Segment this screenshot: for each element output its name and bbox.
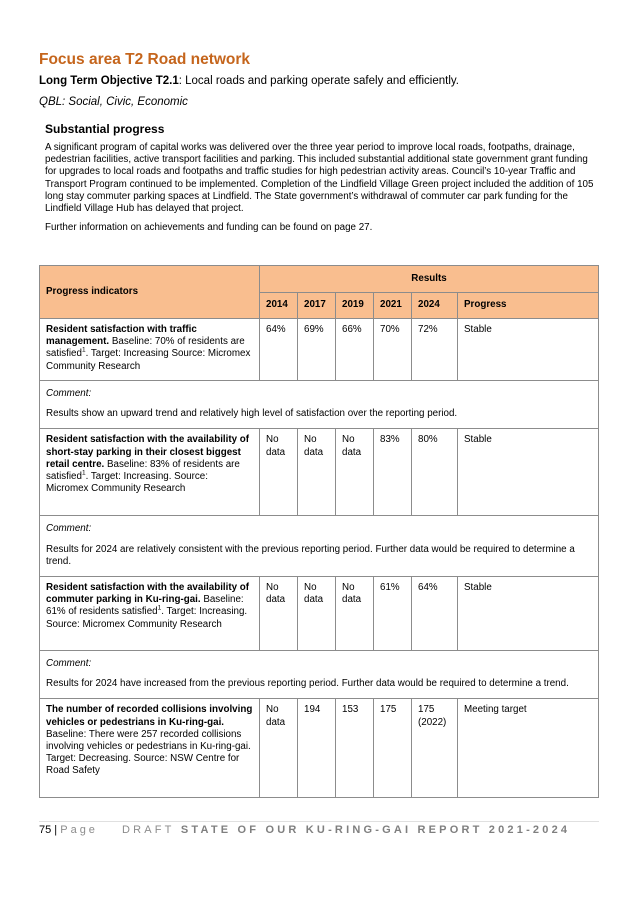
footer-divider bbox=[39, 821, 599, 822]
comment-label: Comment: bbox=[46, 523, 92, 535]
report-title: STATE OF OUR KU-RING-GAI REPORT 2021-2024 bbox=[174, 824, 571, 836]
value-cell: 66% bbox=[336, 319, 374, 381]
comment-text: Results for 2024 are relatively consistent with the previous reporting period. Further data would be required to determine a trend. bbox=[46, 543, 575, 567]
header-progress: Progress bbox=[458, 293, 599, 319]
header-year-2024: 2024 bbox=[412, 293, 458, 319]
value-cell: 64% bbox=[260, 319, 298, 381]
page-word: Page bbox=[60, 824, 98, 836]
page-separator: | bbox=[51, 824, 61, 836]
comment-label: Comment: bbox=[46, 658, 92, 670]
value-cell: No data bbox=[260, 699, 298, 798]
footnote-ref: 1 bbox=[81, 347, 86, 355]
comment-row bbox=[40, 381, 599, 429]
table-row bbox=[40, 429, 599, 516]
value-cell: 194 bbox=[298, 699, 336, 798]
page-footer bbox=[39, 824, 570, 836]
header-year-2021: 2021 bbox=[374, 293, 412, 319]
objective-text: : Local roads and parking operate safely and efficiently. bbox=[178, 75, 459, 87]
progress-cell: Stable bbox=[458, 429, 599, 516]
objective-label: Long Term Objective T2.1 bbox=[39, 75, 179, 87]
comment-cell bbox=[40, 381, 599, 429]
indicator-title: Resident satisfaction with the availability of short-stay parking in their closest biggest retail centre. bbox=[46, 434, 250, 470]
comment-row bbox=[40, 516, 599, 577]
progress-cell: Stable bbox=[458, 577, 599, 651]
table-row bbox=[40, 699, 599, 798]
indicator-cell bbox=[40, 577, 260, 651]
draft-label: DRAFT bbox=[121, 824, 175, 836]
value-cell: 175 (2022) bbox=[412, 699, 458, 798]
header-year-2017: 2017 bbox=[298, 293, 336, 319]
qbl-line: QBL: Social, Civic, Economic bbox=[39, 96, 188, 108]
progress-indicators-table bbox=[39, 265, 599, 798]
footnote-ref: 1 bbox=[157, 605, 162, 613]
value-cell: 175 bbox=[374, 699, 412, 798]
value-cell: No data bbox=[298, 577, 336, 651]
header-progress-indicators: Progress indicators bbox=[40, 266, 260, 319]
value-cell: No data bbox=[298, 429, 336, 516]
indicator-cell bbox=[40, 319, 260, 381]
value-cell: No data bbox=[260, 429, 298, 516]
table-row bbox=[40, 577, 599, 651]
further-info-text: Further information on achievements and funding can be found on page 27. bbox=[45, 222, 373, 233]
indicator-desc: Baseline: 61% of residents satisfied bbox=[46, 594, 244, 618]
indicator-title: Resident satisfaction with the availability of commuter parking in Ku-ring-gai. bbox=[46, 582, 250, 606]
comment-text: Results for 2024 have increased from the previous reporting period. Further data would be required to determine a trend. bbox=[46, 678, 569, 690]
comment-text: Results show an upward trend and relatively high level of satisfaction over the reporting period. bbox=[46, 408, 458, 420]
comment-row bbox=[40, 651, 599, 699]
indicator-desc-cont: . Target: Increasing. Source: Micromex Community Research bbox=[46, 471, 208, 495]
indicator-desc-cont: . Target: Increasing. Source: Micromex Community Research bbox=[46, 606, 248, 630]
indicator-desc: Baseline: 83% of residents are satisfied bbox=[46, 458, 240, 483]
page-number: 75 bbox=[39, 824, 52, 836]
progress-cell: Meeting target bbox=[458, 699, 599, 798]
focus-area-title: Focus area T2 Road network bbox=[39, 51, 251, 68]
header-year-2019: 2019 bbox=[336, 293, 374, 319]
progress-paragraph: A significant program of capital works was delivered over the three year period to improve local roads, footpaths, drainage, pedestrian facilities, active transport facilities and parking. This included substantial additional state government grant funding for upgrades to local roads and footpaths and traffic studies for high pedestrian activity areas. Council’s 10-year Traffic and Transport Program continued to be implemented. Completion of the Lindfield Village Green project included the addition of 105 long stay commuter parking spaces at Lindfield. The State government’s withdrawal of commuter car park funding for the Lindfield Village Hub has delayed that project. bbox=[45, 142, 594, 215]
value-cell: No data bbox=[336, 429, 374, 516]
table-row bbox=[40, 319, 599, 381]
value-cell: No data bbox=[336, 577, 374, 651]
progress-heading: Substantial progress bbox=[45, 122, 165, 136]
comment-cell bbox=[40, 516, 599, 577]
value-cell: 80% bbox=[412, 429, 458, 516]
indicator-desc-cont: . Target: Increasing Source: Micromex Community Research bbox=[46, 348, 251, 372]
indicator-desc: Baseline: There were 257 recorded collisions involving vehicles or pedestrians in Ku-ring-gai. Target: Decreasing. Source: NSW Centre for Road Safety bbox=[46, 728, 251, 777]
value-cell: 64% bbox=[412, 577, 458, 651]
indicator-cell bbox=[40, 429, 260, 516]
value-cell: 72% bbox=[412, 319, 458, 381]
indicator-title: Resident satisfaction with traffic management. bbox=[46, 324, 197, 348]
progress-cell: Stable bbox=[458, 319, 599, 381]
footnote-ref: 1 bbox=[81, 469, 86, 477]
comment-cell bbox=[40, 651, 599, 699]
table-header-row bbox=[40, 266, 599, 293]
header-results: Results bbox=[260, 266, 599, 293]
value-cell: 69% bbox=[298, 319, 336, 381]
long-term-objective bbox=[39, 75, 459, 87]
value-cell: 61% bbox=[374, 577, 412, 651]
value-cell: 153 bbox=[336, 699, 374, 798]
comment-label: Comment: bbox=[46, 388, 92, 399]
indicator-desc: Baseline: 70% of residents are satisfied bbox=[46, 336, 245, 360]
header-year-2014: 2014 bbox=[260, 293, 298, 319]
indicator-title: The number of recorded collisions involving vehicles or pedestrians in Ku-ring-gai. bbox=[46, 704, 253, 728]
value-cell: 70% bbox=[374, 319, 412, 381]
value-cell: 83% bbox=[374, 429, 412, 516]
indicator-cell bbox=[40, 699, 260, 798]
value-cell: No data bbox=[260, 577, 298, 651]
